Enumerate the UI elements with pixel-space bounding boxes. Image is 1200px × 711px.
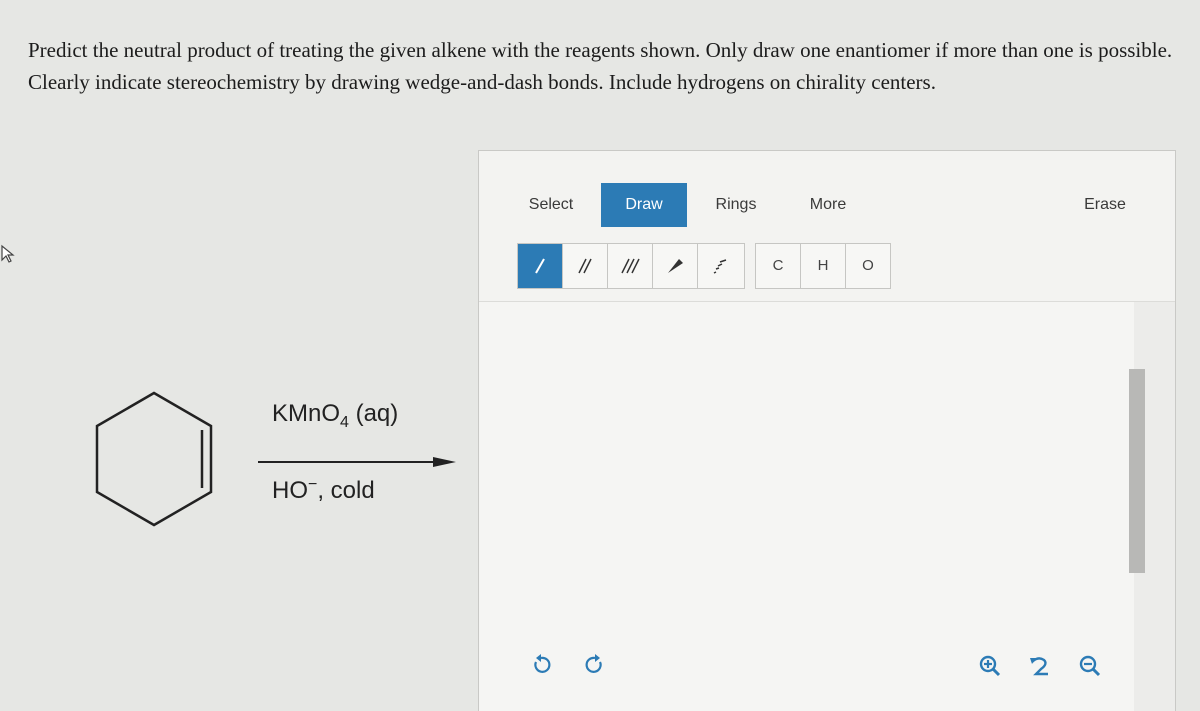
bond-toolbar bbox=[517, 243, 745, 289]
reagent-kmno4: KMnO$_4$ (aq) bbox=[272, 400, 399, 431]
zoom-out-icon[interactable] bbox=[1075, 651, 1105, 681]
single-bond-icon[interactable] bbox=[518, 244, 563, 288]
triple-bond-icon[interactable] bbox=[608, 244, 653, 288]
reagent-hydroxide-cold: HO−, cold bbox=[272, 476, 375, 504]
undo-icon[interactable] bbox=[527, 651, 555, 679]
scrollbar-thumb[interactable] bbox=[1129, 369, 1145, 573]
atom-button-hydrogen[interactable]: H bbox=[801, 244, 846, 288]
cyclohexene-structure bbox=[80, 380, 240, 540]
wedge-bond-icon[interactable] bbox=[653, 244, 698, 288]
reset-zoom-icon[interactable] bbox=[1025, 651, 1055, 681]
mouse-cursor-icon bbox=[0, 244, 16, 269]
redo-icon[interactable] bbox=[581, 651, 609, 679]
structure-editor bbox=[478, 150, 1176, 711]
reaction-scheme bbox=[80, 380, 480, 540]
dash-bond-icon[interactable] bbox=[698, 244, 742, 288]
question-text: Predict the neutral product of treating the given alkene with the reagents shown. Only draw one enantiomer if more than one is possible. Clearly indicate stereochemistry by drawing wedge-and-dash bonds. Include hydrogens on chirality centers. bbox=[28, 38, 1173, 94]
atom-button-carbon[interactable]: C bbox=[756, 244, 801, 288]
tab-draw[interactable]: Draw bbox=[601, 183, 687, 227]
drawing-canvas[interactable] bbox=[479, 302, 1134, 711]
atom-button-oxygen[interactable]: O bbox=[862, 257, 874, 274]
reaction-arrow bbox=[258, 452, 468, 472]
tab-rings[interactable]: Rings bbox=[715, 196, 757, 213]
atom-toolbar bbox=[755, 243, 891, 289]
editor-tab-bar bbox=[479, 183, 1175, 231]
tab-select[interactable]: Select bbox=[528, 196, 574, 213]
double-bond-icon[interactable] bbox=[563, 244, 608, 288]
tab-more[interactable]: More bbox=[809, 196, 847, 213]
erase-button[interactable]: Erase bbox=[1084, 196, 1126, 213]
zoom-in-icon[interactable] bbox=[975, 651, 1005, 681]
